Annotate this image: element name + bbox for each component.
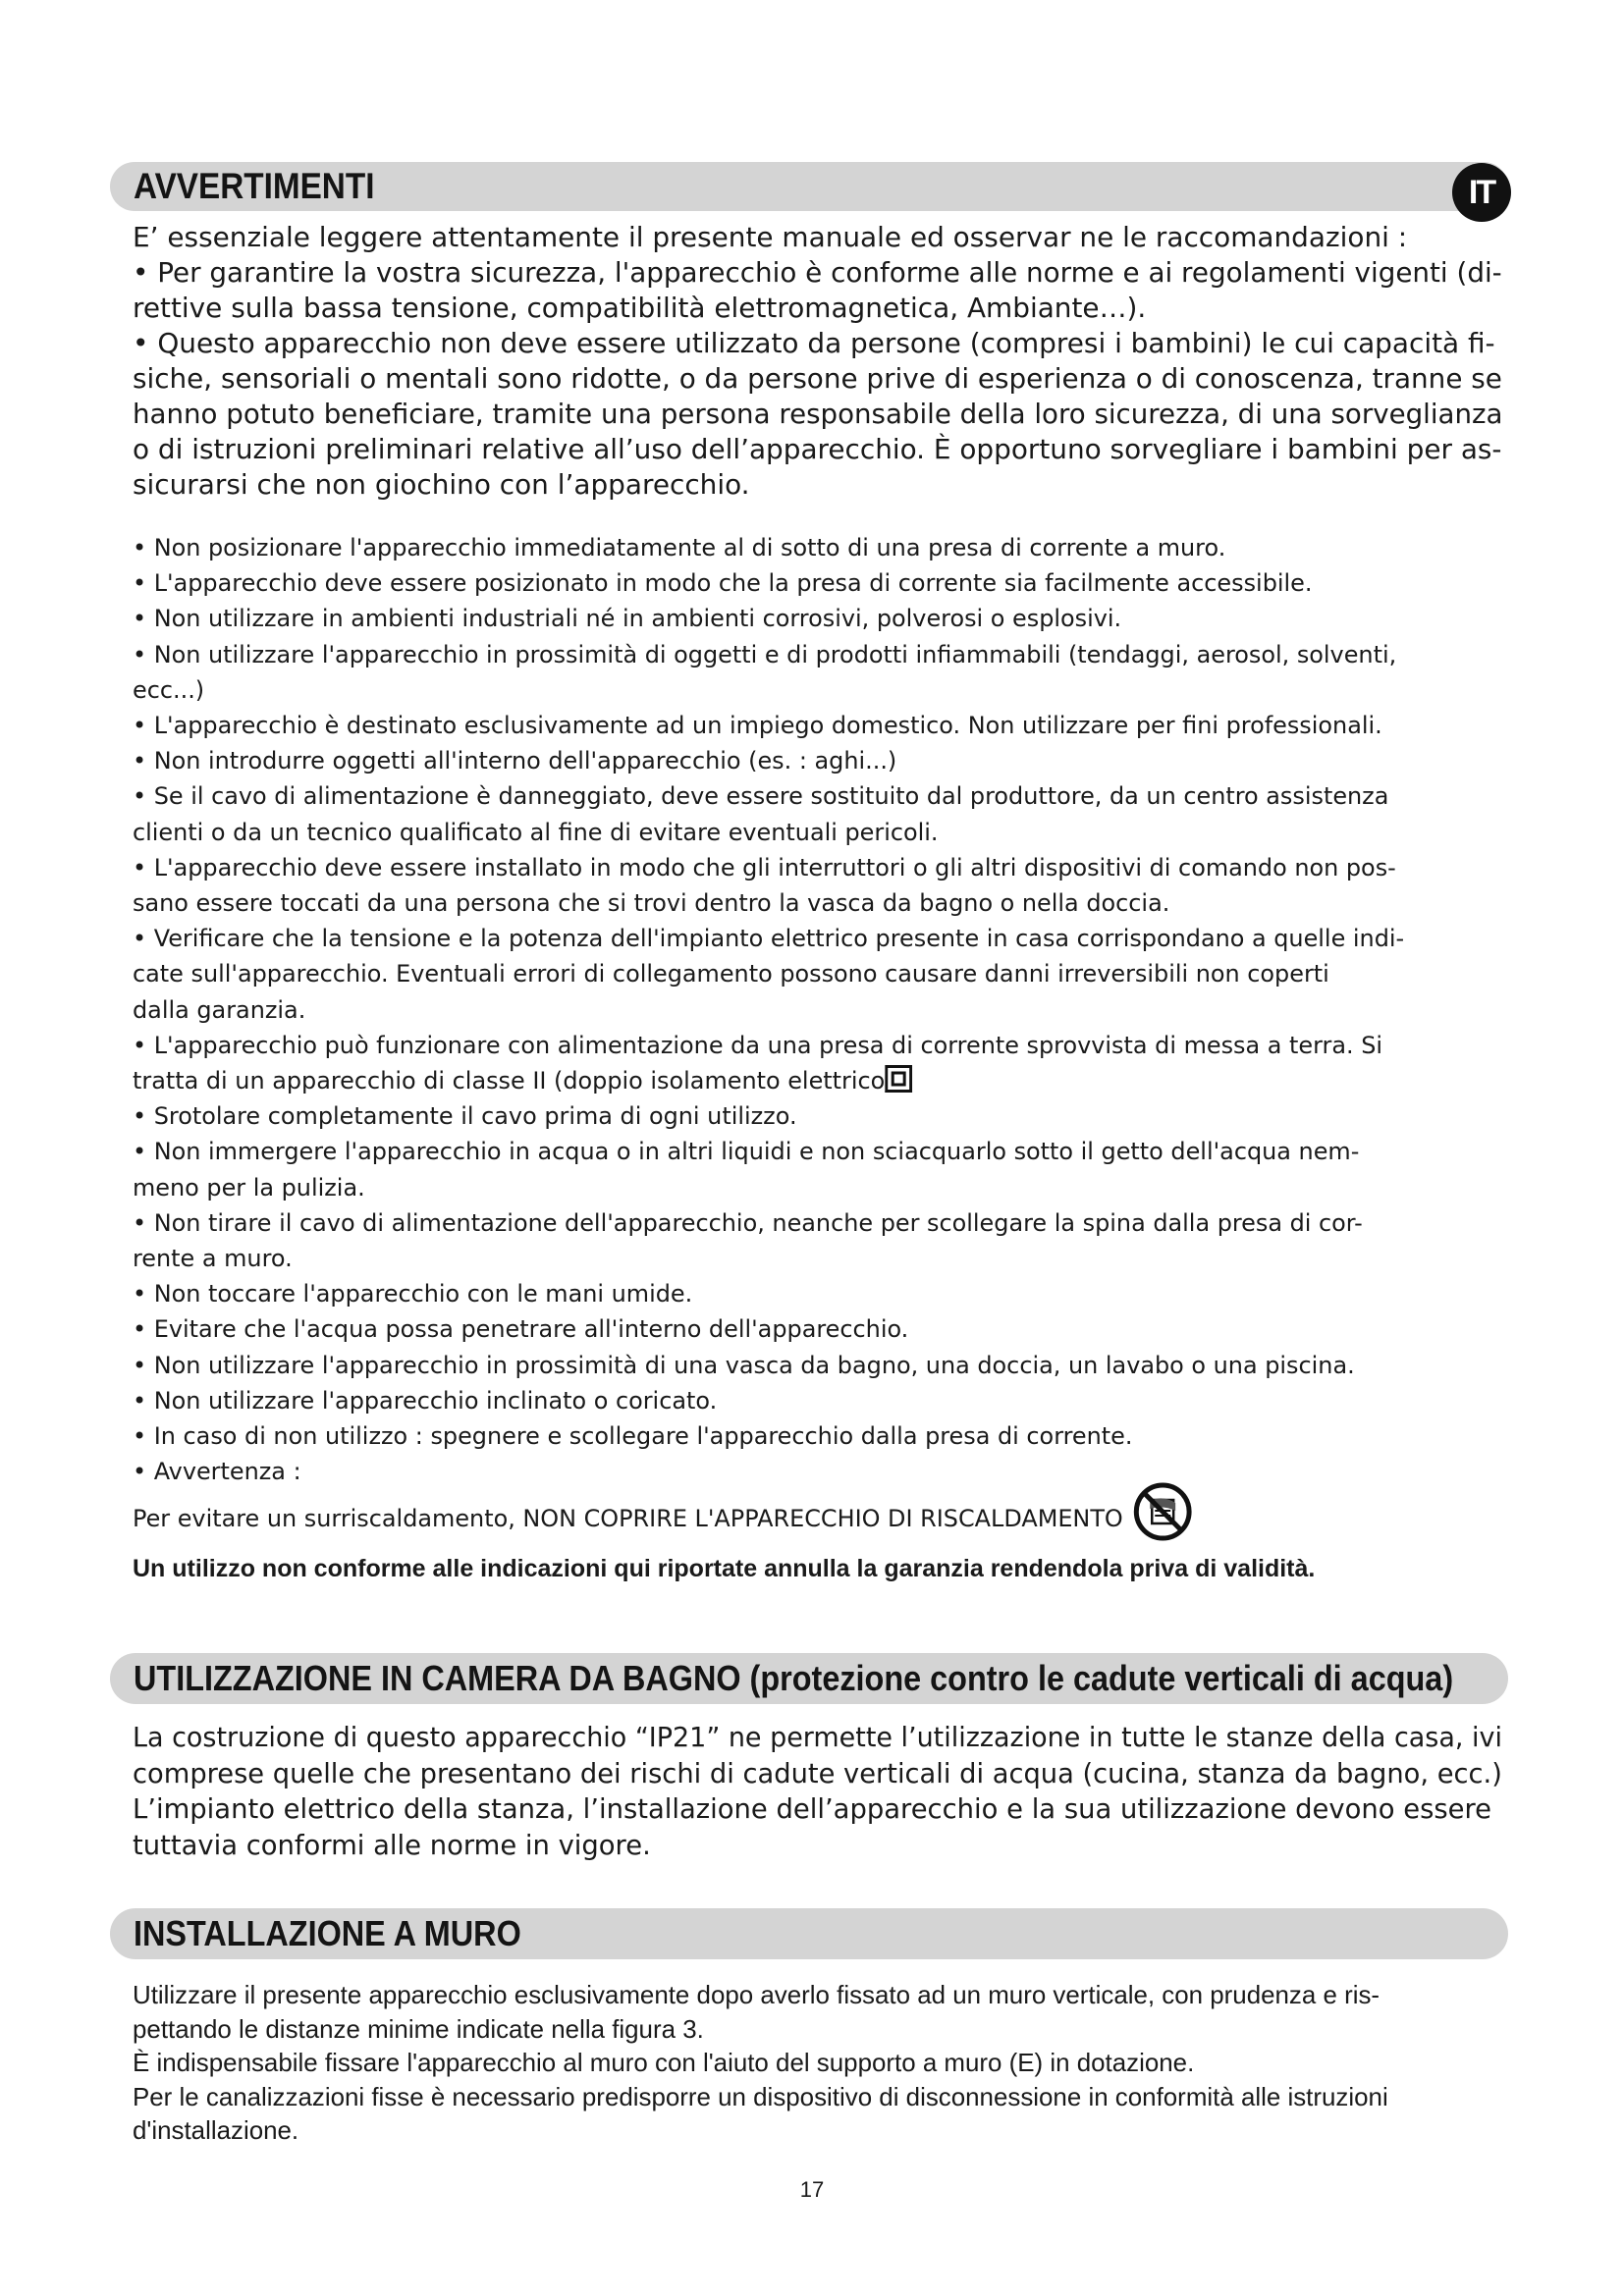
section-header-warnings (110, 162, 1508, 211)
text-line: sicurarsi che non giochino con l’apparecchio. (133, 468, 750, 501)
text-line: Per le canalizzazioni fisse è necessario predisporre un dispositivo di disconnessione in conformità alle istruzioni (133, 2081, 1388, 2111)
list-item: rente a muro. (133, 1245, 293, 1273)
list-item: • Srotolare completamente il cavo prima di ogni utilizzo. (133, 1102, 797, 1131)
class2-text: tratta di un apparecchio di classe II (doppio isolamento elettrico (133, 1067, 886, 1095)
list-item: • Avvertenza : (133, 1458, 301, 1486)
overheat-warning-text: Per evitare un surriscaldamento, NON COPRIRE L'APPARECCHIO DI RISCALDAMENTO (133, 1505, 1123, 1533)
list-item: • L'apparecchio può funzionare con alimentazione da una presa di corrente sprovvista di messa a terra. Si (133, 1031, 1383, 1059)
list-item: • Non immergere l'apparecchio in acqua o in altri liquidi e non sciacquarlo sotto il getto dell'acqua nem- (133, 1138, 1360, 1166)
section-title-wall-install: INSTALLAZIONE A MURO (134, 1913, 521, 1953)
list-item: • L'apparecchio deve essere installato in modo che gli interruttori o gli altri dispositivi di comando non pos- (133, 853, 1396, 881)
double-insulation-icon (885, 1065, 912, 1093)
list-item-class2 (133, 1063, 1502, 1098)
do-not-cover-icon (1133, 1481, 1194, 1542)
warranty-note: Un utilizzo non conforme alle indicazioni qui riportate annulla la garanzia rendendola priva di validità. (133, 1555, 1316, 1582)
text-line: Utilizzare il presente apparecchio esclusivamente dopo averlo fissato ad un muro verticale, con prudenza e ris- (133, 1980, 1380, 2009)
text-line: L’impianto elettrico della stanza, l’installazione dell’apparecchio e la sua utilizzazione devono essere (133, 1793, 1492, 1825)
section-header-bathroom (110, 1653, 1508, 1704)
list-item: meno per la pulizia. (133, 1173, 365, 1201)
list-item: • Non utilizzare in ambienti industriali né in ambienti corrosivi, polverosi o esplosivi. (133, 605, 1122, 633)
text-line: E’ essenziale leggere attentamente il presente manuale ed osservar ne le raccomandazioni : (133, 221, 1408, 253)
list-item: • L'apparecchio deve essere posizionato in modo che la presa di corrente sia facilmente accessibile. (133, 569, 1313, 598)
text-line: La costruzione di questo apparecchio “IP21” ne permette l’utilizzazione in tutte le stanze della casa, ivi (133, 1722, 1502, 1753)
text-line: rettive sulla bassa tensione, compatibilità elettromagnetica, Ambiante…). (133, 292, 1147, 324)
warnings-bullet-list (133, 530, 1507, 1550)
list-item: • Non utilizzare l'apparecchio in prossimità di oggetti e di prodotti infiammabili (tendaggi, aerosol, solventi, (133, 640, 1397, 668)
text-line: pettando le distanze minime indicate nella figura 3. (133, 2013, 704, 2044)
list-item: • In caso di non utilizzo : spegnere e scollegare l'apparecchio dalla presa di corrente. (133, 1422, 1133, 1451)
list-item: • Non utilizzare l'apparecchio in prossimità di una vasca da bagno, una doccia, un lavabo o una piscina. (133, 1351, 1355, 1379)
list-item: • L'apparecchio è destinato esclusivamente ad un impiego domestico. Non utilizzare per fini professionali. (133, 712, 1382, 740)
list-item: dalla garanzia. (133, 995, 306, 1024)
bathroom-paragraph (133, 1720, 1507, 1863)
text-line: • Questo apparecchio non deve essere utilizzato da persone (compresi i bambini) le cui capacità fi- (133, 327, 1495, 359)
text-line: o di istruzioni preliminari relative all’uso dell’apparecchio. È opportuno sorvegliare i bambini per as- (133, 433, 1502, 465)
text-line: comprese quelle che presentano dei rischi di cadute verticali di acqua (cucina, stanza da bagno, ecc.) (133, 1757, 1502, 1789)
text-line: tuttavia conformi alle norme in vigore. (133, 1829, 651, 1861)
language-badge: IT (1452, 163, 1511, 222)
section-header-wall-install (110, 1908, 1508, 1959)
text-line: hanno potuto beneficiare, tramite una persona responsabile della loro sicurezza, di una sorveglianza (133, 398, 1503, 430)
list-item: • Non tirare il cavo di alimentazione dell'apparecchio, neanche per scollegare la spina dalla presa di cor- (133, 1208, 1363, 1237)
overheat-warning (133, 1489, 1502, 1550)
wall-install-paragraph (133, 1978, 1507, 2148)
list-item: • Se il cavo di alimentazione è danneggiato, deve essere sostituito dal produttore, da un centro assistenza (133, 782, 1389, 811)
list-item: • Non toccare l'apparecchio con le mani umide. (133, 1280, 693, 1308)
text-line: È indispensabile fissare l'apparecchio al muro con l'aiuto del supporto a muro (E) in dotazione. (133, 2048, 1195, 2077)
text-line: • Per garantire la vostra sicurezza, l'apparecchio è conforme alle norme e ai regolamenti vigenti (di- (133, 256, 1502, 289)
text-line: d'installazione. (133, 2115, 299, 2145)
list-item: • Non utilizzare l'apparecchio inclinato o coricato. (133, 1386, 718, 1415)
section-title-warnings: AVVERTIMENTI (134, 166, 375, 206)
warnings-intro (133, 220, 1507, 503)
text-line: siche, sensoriali o mentali sono ridotte, o da persone prive di esperienza o di conoscenza, tranne se (133, 362, 1502, 395)
section-title-bathroom: UTILIZZAZIONE IN CAMERA DA BAGNO (protezione contro le cadute verticali di acqua) (134, 1658, 1454, 1698)
list-item: ecc...) (133, 675, 205, 704)
list-item: sano essere toccati da una persona che si trovi dentro la vasca da bagno o nella doccia. (133, 889, 1170, 918)
list-item: clienti o da un tecnico qualificato al fine di evitare eventuali pericoli. (133, 818, 939, 846)
list-item: • Non introdurre oggetti all'interno dell'apparecchio (es. : aghi...) (133, 747, 897, 775)
list-item: • Evitare che l'acqua possa penetrare all'interno dell'apparecchio. (133, 1315, 909, 1344)
page-number: 17 (799, 2177, 825, 2202)
list-item: cate sull'apparecchio. Eventuali errori di collegamento possono causare danni irreversibili non coperti (133, 960, 1329, 988)
list-item: • Verificare che la tensione e la potenza dell'impianto elettrico presente in casa corrispondano a quelle indi- (133, 925, 1405, 953)
list-item: • Non posizionare l'apparecchio immediatamente al di sotto di una presa di corrente a muro. (133, 534, 1226, 561)
